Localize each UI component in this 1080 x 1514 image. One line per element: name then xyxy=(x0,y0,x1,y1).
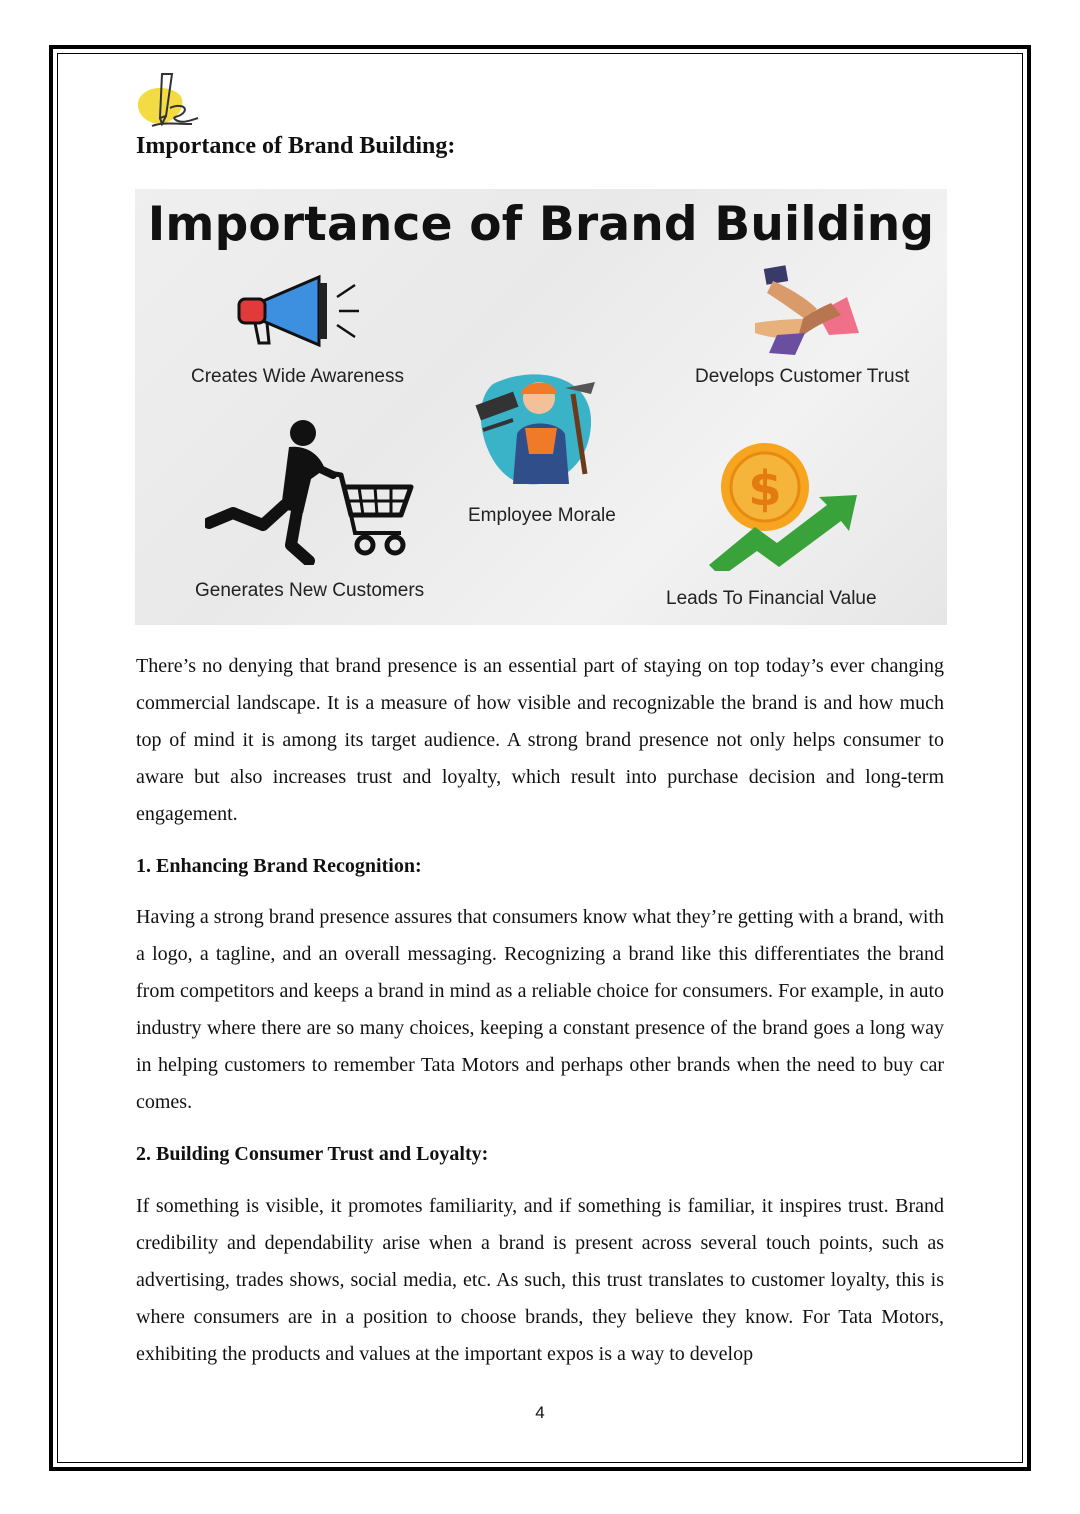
label-develops-customer-trust: Develops Customer Trust xyxy=(695,366,910,387)
infographic xyxy=(135,189,947,625)
intro-paragraph: There’s no denying that brand presence is an essential part of staying on top today’s ever changing commercial landscape. It is a measure of how visible and recognizable the brand is and how much top of mind it is among its target audience. A strong brand presence not only helps consumer to aware but also increases trust and loyalty, which result into purchase decision and long-term engagement. xyxy=(136,655,944,825)
infographic-title: Importance of Brand Building xyxy=(147,197,935,252)
svg-text:$: $ xyxy=(748,461,782,517)
shopper-cart-icon xyxy=(205,417,415,565)
section-2-paragraph: If something is visible, it promotes familiarity, and if something is familiar, it inspires trust. Brand credibility and dependability arise when a brand is present across several touch points, such as advertising, trades shows, social media, etc. As such, this trust translates to customer loyalty, this is where consumers are in a position to choose brands, they believe they know. For Tata Motors, exhibiting the products and values at the important expos is a way to develop xyxy=(136,1195,944,1365)
section-2-title: 2. Building Consumer Trust and Loyalty: xyxy=(136,1143,489,1165)
label-generates-new-customers: Generates New Customers xyxy=(195,580,425,601)
pen-note-icon xyxy=(132,70,202,132)
megaphone-icon xyxy=(233,271,363,351)
section-1-title: 1. Enhancing Brand Recognition: xyxy=(136,855,422,877)
page-number: 4 xyxy=(535,1403,545,1422)
label-leads-to-financial-value: Leads To Financial Value xyxy=(666,588,877,609)
coin-growth-icon xyxy=(703,439,863,571)
label-creates-wide-awareness: Creates Wide Awareness xyxy=(191,366,404,387)
label-employee-morale: Employee Morale xyxy=(468,505,616,526)
section-1-paragraph: Having a strong brand presence assures that consumers know what they’re getting with a brand, with a logo, a tagline, and an overall messaging. Recognizing a brand like this differentiates the brand from competitors and keeps a brand in mind as a reliable choice for consumers. For example, in auto industry where there are so many choices, keeping a constant presence of the brand goes a long way in helping customers to remember Tata Motors and perhaps other brands when the need to buy car comes. xyxy=(136,906,944,1113)
worker-icon xyxy=(473,364,611,494)
page-heading: Importance of Brand Building: xyxy=(136,133,456,159)
joined-hands-icon xyxy=(747,263,863,363)
